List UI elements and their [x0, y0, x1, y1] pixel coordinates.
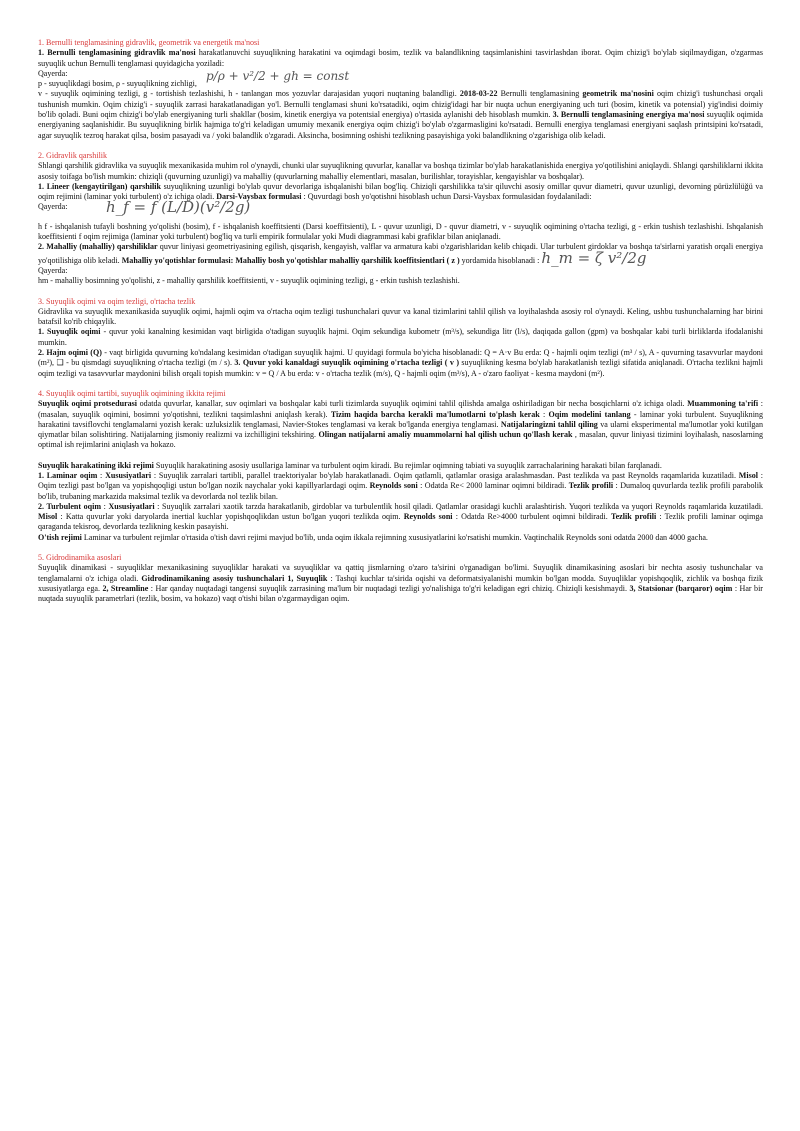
section-4-para-2: Suyuqlik harakatining ikki rejimi Suyuqlik harakatining asosiy usullariga laminar va turbulent oqim kiradi. Bu rejimlar oqimning tabiati va suyuqlik zarrachalarining harakati bilan farqlanadi.	[38, 460, 662, 470]
section-1-title: 1. Bernulli tenglamasining gidravlik, geometrik va energetik ma'nosi	[38, 38, 260, 47]
section-4-para-1: Suyuqlik oqimi protsedurasi odatda quvurlar, kanallar, suv oqimlari va boshqalar kabi turli tizimlarda suyuqlik oqimini tahlil qilishda amalga oshiriladigan bir necha bosqichlarni o'z ichiga oladi. Muammoning ta'rifi : (masalan, suyuqlik oqimini, bosimni yo'qotishni, tezlikni taqsimlashni aniqlash kerak). Tizim haqida barcha kerakli ma'lumotlarni to'plash kerak : Oqim modelini tanlang - laminar yoki turbulent. Suyuqlikning harakatini tavsiflovchi tenglamalarni yozish kerak: uzluksizlik tenglamasi, Navier-Stokes tenglamasi va kerak bo'lganda energiya tenglamasi. Natijalaringizni tahlil qiling va ularni eksperimental ma'lumotlar yoki kutilgan qiymatlar bilan solishtiring. Natijalarning jismoniy realizmi va izchilligini tekshiring. Olingan natijalarni amaliy muammolarni hal qilish uchun qo'llash kerak , masalan, quvur liniyasi tizimini loyihalash, nasoslarning optimal ish rejimlarini aniqlash va hokazo.	[38, 399, 763, 450]
section-2-title: 2. Gidravlik qarshilik	[38, 150, 108, 160]
section-4-title: 4. Suyuqlik oqimi tartibi, suyuqlik oqimining ikkita rejimi	[38, 388, 226, 398]
section-2-para-3: h f - ishqalanish tufayli boshning yo'qolishi (bosim), f - ishqalanish koeffitsienti (Darsi koeffitsienti), L - quvur uzunligi, D - quvur diametri, v - suyuqlik oqimining o'rtacha tezligi, g - erkin tushish tezlashishi. Ishqalanish koeffitsienti f oqim rejimiga (laminar yoki turbulent) bog'liq va turli empirik formulalar yoki Mudi diagrammasi kabi grafiklar bilan aniqlanadi.	[38, 221, 763, 242]
section-3-para-2: 1. Suyuqlik oqimi - quvur yoki kanalning kesimidan vaqt birligida o'tadigan suyuqlik hajmi. Oqim sekundiga kubometr (m³/s), sekundiga litr (l/s), daqiqada gallon (gpm) va boshqalar kabi turli birliklarda ifodalanishi mumkin.	[38, 327, 763, 347]
bernoulli-equation: p/ρ + v²/2 + gh = const	[206, 68, 350, 83]
section-3-para-1: Gidravlika va suyuqlik mexanikasida suyuqlik oqimi, hajmli oqim va o'rtacha oqim tezligi tushunchalari quvur va kanal tizimlarini tahlil qilish va loyihalashda asosiy rol o'ynaydi. Keling, ushbu tushunchalarning har birini batafsil ko'rib chiqaylik.	[38, 306, 763, 327]
section-2-para-5: hm - mahalliy bosimning yo'qolishi, z - mahalliy qarshilik koeffitsienti, v - suyuqlik oqimining tezligi, g - erkin tushish tezlashishi.	[38, 276, 460, 286]
section-4-para-5: O'tish rejimi Laminar va turbulent rejimlar o'rtasida o'tish davri rejimi mavjud bo'lib, unda oqim ikkala rejimning xususiyatlarini ko'rsatishi mumkin. Vaqtinchalik Reynolds soni odatda 2000 dan 4000 gacha.	[38, 532, 708, 542]
qayerda-label-3: Qayerda:	[38, 265, 68, 275]
darcy-equation-row	[38, 198, 763, 217]
darcy-weisbach-equation: h_f = f (L/D)(v²/2g)	[106, 198, 251, 217]
variables-1: p - suyuqlikdagi bosim, ρ - suyuqlikning zichligi,	[38, 79, 197, 89]
section-3-para-3: 2. Hajm oqimi (Q) - vaqt birligida quvurning ko'ndalang kesimidan o'tadigan suyuqlik hajmi. U quyidagi formula bo'yicha hisoblanadi: Q = A·v Bu erda: Q - hajmli oqim tezligi (m³ / s), A - quvurning tasavvurlar maydoni (m²), ❑ - bu qismdagi suyuqlikning o'rtacha tezligi (m / s). 3. Quvur yoki kanaldagi suyuqlik oqimining o'rtacha tezligi ( v ) suyuqlikning kesma bo'ylab harakatlanish tezligi sifatida aniqlanadi. O'rtacha tezlikni hajmli oqim tezligi va tasavvurlar maydonini bilish orqali topish mumkin: v = Q / A bu erda: v - o'rtacha tezlik (m/s), Q - hajmli oqim (m³/s), A - o'zaro faoliyat - kesma maydoni (m²).	[38, 348, 764, 378]
section-4-para-4: 2. Turbulent oqim : Xususiyatlari : Suyuqlik zarralari xaotik tarzda harakatlanib, girdoblar va turbulentlik hosil qiladi. Qatlamlar orasidagi kuchli aralashtirish. Yuqori tezlikda va yuqori Reynolds raqamlarida kuzatiladi. Misol : Katta quvurlar yoki daryolarda inertial kuchlar yopishqoqlikdan ustun bo'lgan yuqori tezlikda oqim. Reynolds soni : Odatda Re>4000 turbulent oqimni bildiradi. Tezlik profili : Tezlik profili laminar oqimga qaraganda tekisroq, devorlarda tezlikning keskin pasayishi.	[38, 501, 763, 532]
document-page	[38, 38, 763, 605]
local-loss-equation: h_m = ζ v²/2g	[541, 248, 647, 267]
section-1-para-1: 1. Bernulli tenglamasining gidravlik ma'nosi harakatlanuvchi suyuqlikning harakatini va oqimdagi bosim, tezlik va balandlikning taqsimlanishini tasvirlashdan iborat. Oqim chizig'i bo'ylab siqilmaydigan, o'zgarmas suyuqlik uchun Bernulli tenglamasi quyidagicha yoziladi:	[38, 48, 763, 68]
qayerda-label: Qayerda:	[38, 68, 68, 78]
section-2-para-4: 2. Mahalliy (mahalliy) qarshiliklar quvur liniyasi geometriyasining egilish, qisqarish, kengayish, valflar va armatura kabi o'zgarishlaridan kelib chiqadi. Ular turbulent girdoklar va boshqa ta'sirlarni yaratish orqali energiya yo'qotilishiga olib keladi. Mahalliy yo'qotishlar formulasi: Mahalliy bosh yo'qotishlar mahalliy qarshilik koeffitsientlari ( z ) yordamida hisoblanadi : h_m = ζ v²/2g	[38, 242, 763, 267]
section-1-para-2: v - suyuqlik oqimining tezligi, g - tortishish tezlashishi, h - tanlangan mos yozuvlar darajasidan yuqori nuqtaning balandligi. 2018-03-22 Bernulli tenglamasining geometrik ma'nosini oqim chizig'i tushunchasi orqali tushunish mumkin. Oqim chizig'i - suyuqlik zarrasi harakatlanadigan yo'l. Bernulli tenglamasi shuni ko'rsatadiki, oqim chizig'idagi har bir nuqta uchun energiyaning uch turi (bosim, kinetik va potensial) yig'indisi doimiy bo'lib qoladi. Buni oqim chizig'i bo'ylab energiyaning turli shakllar (bosim, kinetik energiya va potentsial energiya) o'rtasida aylanishi deb hisoblash mumkin. 3. Bernulli tenglamasining energiya ma'nosi suyuqlik oqimida energiyaning saqlanishidir. Bu suyuqlikning birlik hajmiga to'g'ri keladigan umumiy mexanik energiya oqim chizig'i bo'ylab o'zgarmasligini ko'rsatadi. Bernulli energiya tenglamasi energiyani saqlash printsipini ko'rsatadi, agar suyuqlik tezroq harakat qilsa, bosim pasayadi va / yoki balandlik o'zgaradi. Aksincha, bosimning oshishi tezlikning pasayishiga yoki balandlikning o'zgarishiga olib keladi.	[38, 89, 763, 140]
section-2-para-1: Shlangi qarshilik gidravlika va suyuqlik mexanikasida muhim rol o'ynaydi, chunki ular suyuqlikning quvurlar, kanallar va boshqa tizimlar bo'ylab harakatlanishida energiya yo'qotilishini aniqlaydi. Shlangi qarshiliklarni ikkita asosiy toifaga bo'lish mumkin: chiziqli (quvurning uzunligi) va mahalliy (quvurlarning mahalliy elementlari, masalan, burilishlar, torayishlar, kengayishlar va boshqalar).	[38, 161, 763, 181]
section-5-para-1: Suyuqlik dinamikasi - suyuqliklar mexanikasining suyuqliklar harakati va suyuqliklar va qattiq jismlarning o'zaro ta'sirini o'rganadigan bo'limi. Suyuqlik dinamikasining asoslari bir nechta asosiy tushunchalar va tenglamalarni o'z ichiga oladi. Gidrodinamikaning asosiy tushunchalari 1, Suyuqlik : Tashqi kuchlar ta'sirida oqishi va deformatsiyalanishi mumkin bo'lgan modda. Suyuqliklar yopishqoqlik, zichlik va boshqa fizik xususiyatlarga ega. 2, Streamline : Har qanday nuqtadagi tangensi suyuqlik zarrasining ma'lum bir nuqtadagi tezligi yo'nalishiga to'g'ri keladigan egri chiziq. Chiziqli kesishmaydi. 3, Statsionar (barqaror) oqim : Har bir nuqtada suyuqlik parametrlari (tezlik, bosim, va hokazo) vaqt o'tishi bilan o'zgarmaydigan oqim.	[38, 563, 763, 604]
bernoulli-equation-row	[38, 69, 763, 90]
section-3-title: 3. Suyuqlik oqimi va oqim tezligi, o'rtacha tezlik	[38, 296, 196, 306]
section-4-para-3: 1. Laminar oqim : Xususiyatlari : Suyuqlik zarralari tartibli, parallel traektoriyalar bo'ylab harakatlanadi. Oqim qatlamli, qatlamlar orasiga aralashmasdan. Past tezlikda va past Reynolds raqamlarida kuzatiladi. Misol : Oqim tezligi past bo'lgan va yopishqoqligi ustun bo'lgan nozik naychalar yoki kapillyarlardagi oqim. Reynolds soni : Odatda Re< 2000 laminar oqimni bildiradi. Tezlik profili : Dumaloq quvurlarda tezlik profili parabolik bo'lib, trubaning markazida maksimal tezlik va devorlarda nol tezlik bilan.	[38, 470, 764, 501]
qayerda-label-2: Qayerda:	[38, 202, 68, 212]
section-2-para-2: 1. Lineer (kengaytirilgan) qarshilik suyuqlikning uzunligi bo'ylab quvur devorlariga ishqalanishi bilan bog'liq. Chiziqli qarshilikka ta'sir qiluvchi asosiy omillar quvur diametri, quvur uzunligi, devorning pürüzlülüğü va oqim rejimini (laminar yoki turbulent) o'z ichiga oladi. Darsi-Vaysbax formulasi : Quvurdagi bosh yo'qotishni hisoblash uchun Darsi-Vaysbax formulasidan foydalaniladi:	[38, 181, 763, 202]
section-5-title: 5. Gidrodinamika asoslari	[38, 553, 122, 563]
